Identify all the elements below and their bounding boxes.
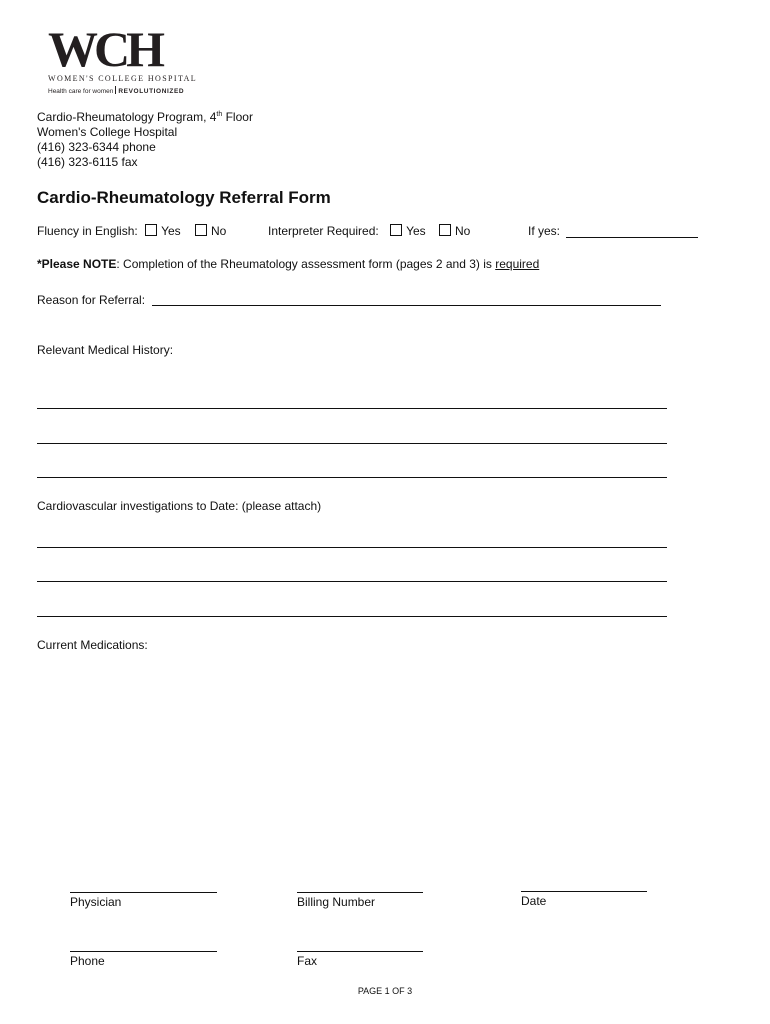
fluency-yes-label: Yes	[161, 224, 181, 238]
cardio-line-3[interactable]	[37, 616, 667, 617]
physician-label: Physician	[70, 895, 122, 909]
note-required: required	[495, 257, 540, 271]
address-block	[37, 107, 253, 170]
physician-input-line[interactable]	[70, 892, 217, 893]
interpreter-no-label: No	[455, 224, 471, 238]
note-lead: *Please NOTE	[37, 257, 117, 271]
interpreter-label: Interpreter Required:	[268, 224, 379, 238]
fax-input-line[interactable]	[297, 951, 423, 952]
logo-tagline-bold: REVOLUTIONIZED	[118, 88, 185, 95]
fluency-no-label: No	[210, 224, 227, 238]
phone-label: Phone	[70, 954, 105, 968]
program-line: Cardio-Rheumatology Program, 4th Floor	[37, 110, 253, 124]
if-yes-label: If yes:	[528, 224, 561, 238]
history-line-1[interactable]	[37, 408, 667, 409]
fluency-field	[37, 223, 226, 239]
interpreter-yes-checkbox[interactable]	[390, 224, 402, 236]
hospital-logo: WCH	[48, 21, 161, 77]
logo-tagline-lead: Health care for women	[48, 88, 114, 95]
fluency-label: Fluency in English:	[37, 224, 138, 238]
reason-label: Reason for Referral:	[37, 293, 146, 307]
fluency-no-checkbox[interactable]	[195, 224, 207, 236]
date-label: Date	[521, 894, 547, 908]
interpreter-field	[268, 223, 470, 239]
phone-input-line[interactable]	[70, 951, 217, 952]
page-number: PAGE 1 OF 3	[357, 986, 413, 996]
billing-input-line[interactable]	[297, 892, 423, 893]
history-line-3[interactable]	[37, 477, 667, 478]
cardio-line-1[interactable]	[37, 547, 667, 548]
fluency-yes-checkbox[interactable]	[145, 224, 157, 236]
date-input-line[interactable]	[521, 891, 647, 892]
logo-divider	[115, 86, 116, 94]
cardio-line-2[interactable]	[37, 581, 667, 582]
reason-input-line[interactable]	[152, 305, 661, 306]
logo-hospital-name: WOMEN'S COLLEGE HOSPITAL	[48, 74, 198, 83]
interpreter-yes-label: Yes	[406, 224, 426, 238]
interpreter-no-checkbox[interactable]	[439, 224, 451, 236]
history-line-2[interactable]	[37, 443, 667, 444]
fax-line: (416) 323-6115 fax	[37, 155, 138, 169]
note-text: : Completion of the Rheumatology assessment form (pages 2 and 3) is	[116, 257, 496, 271]
hospital-line: Women's College Hospital	[37, 125, 178, 139]
billing-label: Billing Number	[297, 895, 376, 909]
form-title: Cardio-Rheumatology Referral Form	[37, 188, 331, 207]
cardio-label: Cardiovascular investigations to Date: (please attach)	[37, 499, 322, 513]
logo-tagline	[48, 86, 184, 95]
phone-line: (416) 323-6344 phone	[37, 140, 156, 154]
if-yes-input-line[interactable]	[566, 237, 698, 238]
assessment-note	[37, 256, 539, 272]
fax-label: Fax	[297, 954, 318, 968]
medications-label: Current Medications:	[37, 638, 148, 652]
history-label: Relevant Medical History:	[37, 343, 174, 357]
